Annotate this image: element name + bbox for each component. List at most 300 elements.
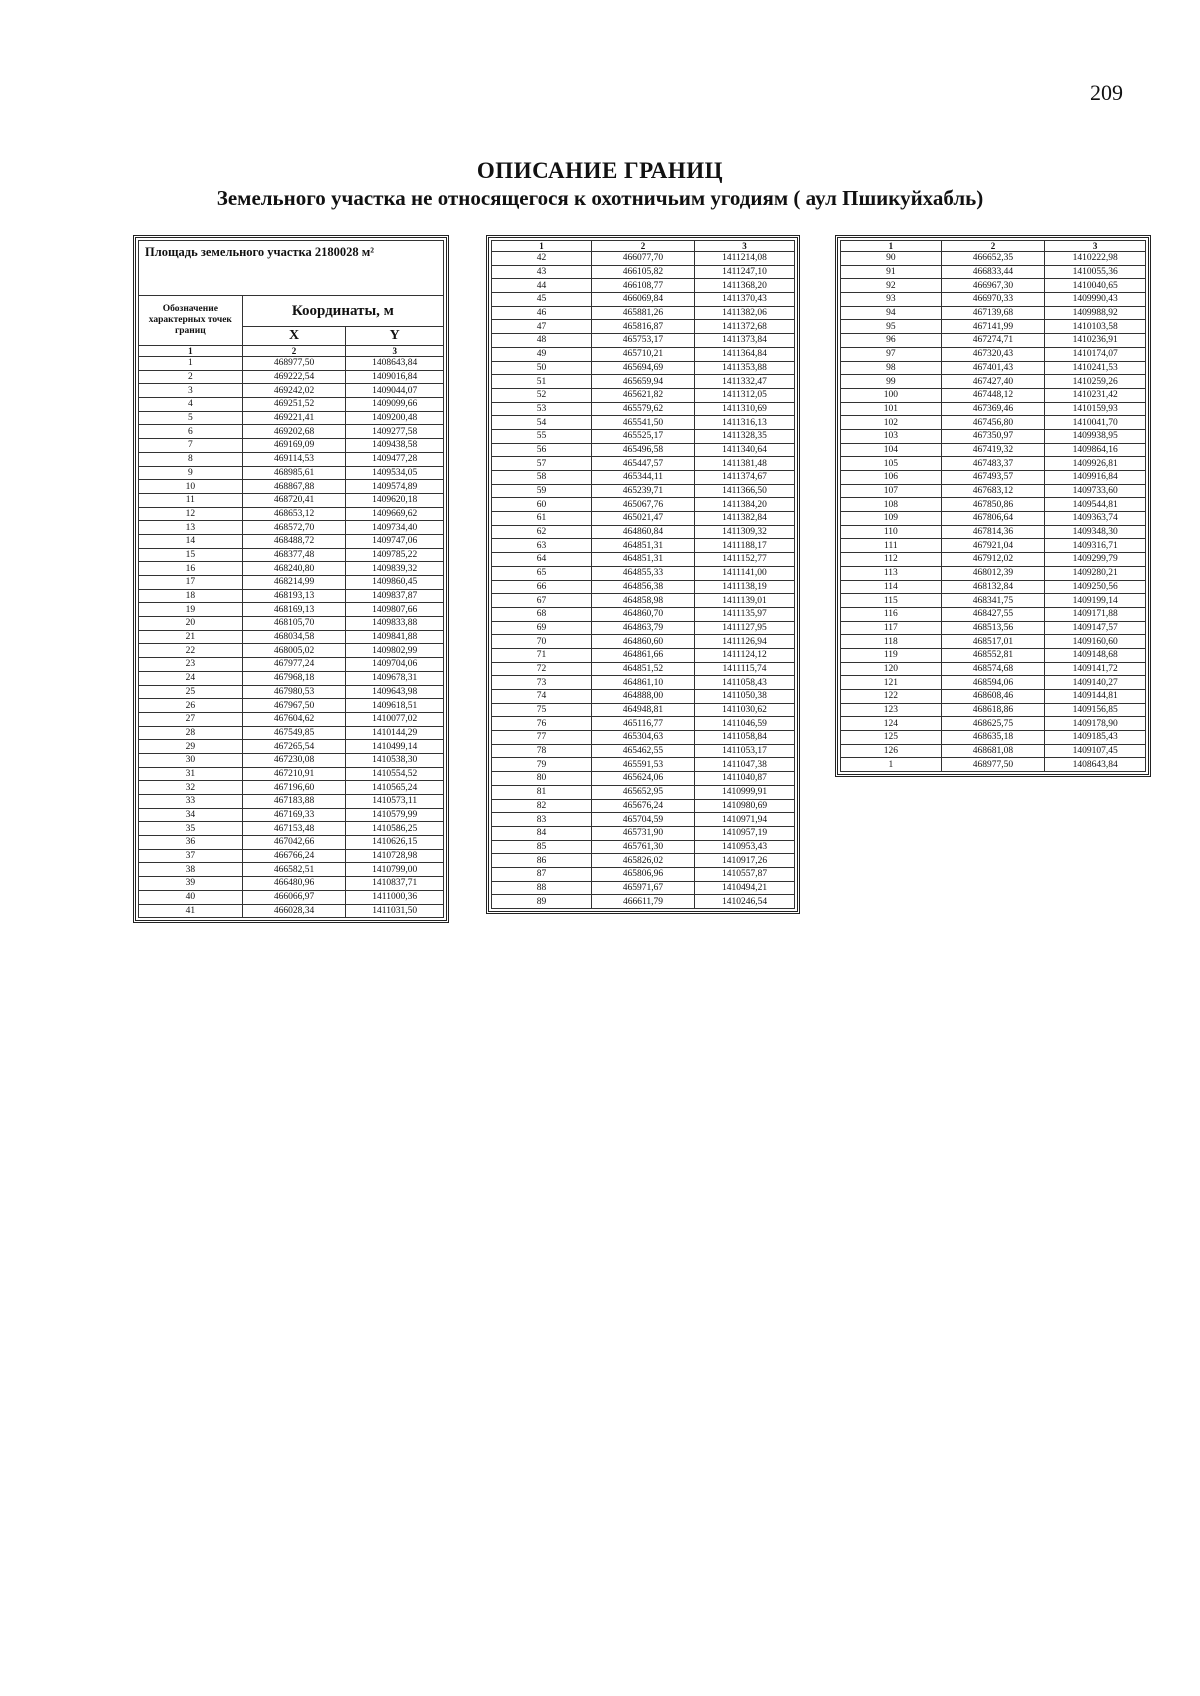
- x-coordinate-cell: 465694,69: [591, 361, 694, 375]
- point-number-cell: 8: [139, 452, 243, 466]
- x-coordinate-cell: 468488,72: [242, 534, 346, 548]
- y-coordinate-cell: 1411000,36: [346, 890, 444, 904]
- y-coordinate-cell: 1409438,58: [346, 439, 444, 453]
- table-row: [492, 731, 795, 745]
- table-row: [841, 594, 1146, 608]
- x-coordinate-cell: 468427,55: [941, 607, 1045, 621]
- table-row: [841, 553, 1146, 567]
- point-number-cell: 53: [492, 402, 592, 416]
- table-row: [841, 293, 1146, 307]
- designation-header: Обозначение характерных точек границ: [139, 296, 243, 346]
- point-number-cell: 118: [841, 635, 942, 649]
- y-coordinate-cell: 1411135,97: [695, 607, 795, 621]
- x-coordinate-cell: 468517,01: [941, 635, 1045, 649]
- y-coordinate-cell: 1410957,19: [695, 826, 795, 840]
- x-coordinate-cell: 468985,61: [242, 466, 346, 480]
- table-row: [139, 521, 444, 535]
- table-row: [492, 594, 795, 608]
- table-row: [492, 758, 795, 772]
- point-number-cell: 91: [841, 265, 942, 279]
- x-coordinate-cell: 465881,26: [591, 306, 694, 320]
- x-coordinate-cell: 466970,33: [941, 293, 1045, 307]
- table-row: [841, 347, 1146, 361]
- x-coordinate-cell: 465731,90: [591, 826, 694, 840]
- table-row: [841, 484, 1146, 498]
- x-coordinate-cell: 468681,08: [941, 744, 1045, 758]
- point-number-cell: 56: [492, 443, 592, 457]
- col-number-3: 3: [346, 346, 444, 357]
- point-number-cell: 80: [492, 772, 592, 786]
- y-coordinate-cell: 1411374,67: [695, 471, 795, 485]
- point-number-cell: 41: [139, 904, 243, 918]
- table-row: [492, 703, 795, 717]
- point-number-cell: 1: [841, 758, 942, 772]
- point-number-cell: 59: [492, 484, 592, 498]
- table-row: [139, 589, 444, 603]
- point-number-cell: 6: [139, 425, 243, 439]
- y-coordinate-cell: 1410799,00: [346, 863, 444, 877]
- x-coordinate-cell: 465462,55: [591, 744, 694, 758]
- y-coordinate-cell: 1409160,60: [1045, 635, 1146, 649]
- y-coordinate-cell: 1409620,18: [346, 493, 444, 507]
- table-row: [841, 703, 1146, 717]
- table-row: [139, 507, 444, 521]
- x-coordinate-cell: 468377,48: [242, 548, 346, 562]
- x-coordinate-cell: 465659,94: [591, 375, 694, 389]
- x-coordinate-cell: 465816,87: [591, 320, 694, 334]
- table-row: [492, 525, 795, 539]
- point-number-cell: 16: [139, 562, 243, 576]
- point-number-cell: 14: [139, 534, 243, 548]
- table-row: [841, 320, 1146, 334]
- point-number-cell: 114: [841, 580, 942, 594]
- y-coordinate-cell: 1411366,50: [695, 484, 795, 498]
- y-coordinate-cell: 1409200,48: [346, 411, 444, 425]
- y-coordinate-cell: 1409348,30: [1045, 525, 1146, 539]
- table-row: [841, 306, 1146, 320]
- point-number-cell: 37: [139, 849, 243, 863]
- table-row: [139, 357, 444, 371]
- x-coordinate-cell: 467274,71: [941, 334, 1045, 348]
- y-coordinate-cell: 1409141,72: [1045, 662, 1146, 676]
- table-row: [139, 863, 444, 877]
- table-row: [139, 712, 444, 726]
- y-coordinate-cell: 1410246,54: [695, 895, 795, 909]
- table-row: [492, 416, 795, 430]
- col-number-1: 1: [492, 241, 592, 252]
- x-coordinate-cell: 467683,12: [941, 484, 1045, 498]
- table-row: [841, 758, 1146, 772]
- x-coordinate-cell: 469169,09: [242, 439, 346, 453]
- x-coordinate-cell: 466066,97: [242, 890, 346, 904]
- point-number-cell: 107: [841, 484, 942, 498]
- point-number-cell: 21: [139, 630, 243, 644]
- document-subtitle: Земельного участка не относящегося к охотничьим угодиям ( аул Пшикуйхабль): [216, 186, 984, 210]
- point-number-cell: 60: [492, 498, 592, 512]
- y-coordinate-cell: 1411046,59: [695, 717, 795, 731]
- point-number-cell: 77: [492, 731, 592, 745]
- y-coordinate-cell: 1409785,22: [346, 548, 444, 562]
- point-number-cell: 104: [841, 443, 942, 457]
- x-coordinate-cell: 464855,33: [591, 566, 694, 580]
- point-number-cell: 78: [492, 744, 592, 758]
- y-coordinate-cell: 1411372,68: [695, 320, 795, 334]
- x-coordinate-cell: 467483,37: [941, 457, 1045, 471]
- y-coordinate-cell: 1410579,99: [346, 808, 444, 822]
- y-coordinate-cell: 1410728,98: [346, 849, 444, 863]
- x-coordinate-cell: 468653,12: [242, 507, 346, 521]
- point-number-cell: 18: [139, 589, 243, 603]
- y-coordinate-cell: 1411373,84: [695, 334, 795, 348]
- y-coordinate-cell: 1411124,12: [695, 648, 795, 662]
- table-row: [139, 534, 444, 548]
- y-coordinate-cell: 1410055,36: [1045, 265, 1146, 279]
- table-row: [139, 904, 444, 918]
- x-coordinate-cell: 465021,47: [591, 512, 694, 526]
- table-row: [841, 662, 1146, 676]
- x-coordinate-cell: 465304,63: [591, 731, 694, 745]
- table-row: [139, 576, 444, 590]
- table-row: [841, 731, 1146, 745]
- x-coordinate-cell: 467196,60: [242, 781, 346, 795]
- x-coordinate-cell: 467265,54: [242, 740, 346, 754]
- y-coordinate-cell: 1411031,50: [346, 904, 444, 918]
- y-coordinate-cell: 1409747,06: [346, 534, 444, 548]
- point-number-cell: 26: [139, 699, 243, 713]
- table-row: [492, 895, 795, 909]
- x-coordinate-cell: 464948,81: [591, 703, 694, 717]
- x-coordinate-cell: 468341,75: [941, 594, 1045, 608]
- table-row: [492, 621, 795, 635]
- point-number-cell: 92: [841, 279, 942, 293]
- point-number-cell: 85: [492, 840, 592, 854]
- y-coordinate-cell: 1410236,91: [1045, 334, 1146, 348]
- x-coordinate-cell: 467456,80: [941, 416, 1045, 430]
- x-coordinate-cell: 468594,06: [941, 676, 1045, 690]
- y-coordinate-cell: 1410241,53: [1045, 361, 1146, 375]
- y-coordinate-cell: 1410259,26: [1045, 375, 1146, 389]
- point-number-cell: 116: [841, 607, 942, 621]
- point-number-cell: 39: [139, 877, 243, 891]
- table-row: [139, 439, 444, 453]
- coordinates-table-1: [133, 235, 449, 923]
- point-number-cell: 51: [492, 375, 592, 389]
- x-coordinate-cell: 467448,12: [941, 388, 1045, 402]
- point-number-cell: 24: [139, 671, 243, 685]
- y-coordinate-cell: 1411353,88: [695, 361, 795, 375]
- point-number-cell: 111: [841, 539, 942, 553]
- x-coordinate-cell: 466582,51: [242, 863, 346, 877]
- table-row: [492, 648, 795, 662]
- table-row: [492, 717, 795, 731]
- point-number-cell: 43: [492, 265, 592, 279]
- point-number-cell: 105: [841, 457, 942, 471]
- x-coordinate-cell: 467141,99: [941, 320, 1045, 334]
- x-coordinate-cell: 467806,64: [941, 512, 1045, 526]
- point-number-cell: 49: [492, 347, 592, 361]
- y-coordinate-cell: 1410586,25: [346, 822, 444, 836]
- table-row: [139, 822, 444, 836]
- table-row: [492, 457, 795, 471]
- point-number-cell: 57: [492, 457, 592, 471]
- x-coordinate-cell: 467980,53: [242, 685, 346, 699]
- x-coordinate-cell: 467493,57: [941, 471, 1045, 485]
- y-coordinate-cell: 1408643,84: [1045, 758, 1146, 772]
- point-number-cell: 7: [139, 439, 243, 453]
- point-number-cell: 83: [492, 813, 592, 827]
- table-row: [492, 553, 795, 567]
- x-coordinate-cell: 468867,88: [242, 480, 346, 494]
- point-number-cell: 88: [492, 881, 592, 895]
- table-row: [492, 772, 795, 786]
- table-row: [139, 384, 444, 398]
- x-coordinate-cell: 464860,60: [591, 635, 694, 649]
- x-coordinate-cell: 465761,30: [591, 840, 694, 854]
- x-coordinate-cell: 465496,58: [591, 443, 694, 457]
- y-coordinate-cell: 1411058,84: [695, 731, 795, 745]
- table-row: [139, 836, 444, 850]
- table-row: [139, 890, 444, 904]
- table-row: [139, 671, 444, 685]
- x-coordinate-cell: 465591,53: [591, 758, 694, 772]
- point-number-cell: 15: [139, 548, 243, 562]
- x-coordinate-cell: 465704,59: [591, 813, 694, 827]
- y-coordinate-cell: 1410837,71: [346, 877, 444, 891]
- table-row: [139, 740, 444, 754]
- point-number-cell: 110: [841, 525, 942, 539]
- coordinates-table-3: [835, 235, 1151, 777]
- point-number-cell: 89: [492, 895, 592, 909]
- table-row: [841, 607, 1146, 621]
- x-coordinate-cell: 469251,52: [242, 398, 346, 412]
- x-coordinate-cell: 465579,62: [591, 402, 694, 416]
- y-coordinate-cell: 1409807,66: [346, 603, 444, 617]
- point-number-cell: 63: [492, 539, 592, 553]
- y-coordinate-cell: 1411247,10: [695, 265, 795, 279]
- x-coordinate-cell: 464863,79: [591, 621, 694, 635]
- x-coordinate-cell: 468572,70: [242, 521, 346, 535]
- y-coordinate-cell: 1411047,38: [695, 758, 795, 772]
- point-number-cell: 23: [139, 658, 243, 672]
- y-coordinate-cell: 1409574,89: [346, 480, 444, 494]
- y-coordinate-cell: 1411382,84: [695, 512, 795, 526]
- table-row: [841, 621, 1146, 635]
- x-coordinate-cell: 468625,75: [941, 717, 1045, 731]
- x-coordinate-cell: 466967,30: [941, 279, 1045, 293]
- table-row: [841, 416, 1146, 430]
- point-number-cell: 50: [492, 361, 592, 375]
- table-row: [841, 512, 1146, 526]
- x-coordinate-cell: 466028,34: [242, 904, 346, 918]
- y-coordinate-cell: 1410231,42: [1045, 388, 1146, 402]
- y-coordinate-cell: 1410980,69: [695, 799, 795, 813]
- point-number-cell: 27: [139, 712, 243, 726]
- point-number-cell: 20: [139, 617, 243, 631]
- y-coordinate-cell: 1410573,11: [346, 795, 444, 809]
- y-coordinate-cell: 1409864,16: [1045, 443, 1146, 457]
- point-number-cell: 123: [841, 703, 942, 717]
- y-coordinate-cell: 1410953,43: [695, 840, 795, 854]
- x-coordinate-cell: 469222,54: [242, 370, 346, 384]
- y-coordinate-cell: 1409280,21: [1045, 566, 1146, 580]
- table-row: [841, 375, 1146, 389]
- x-coordinate-cell: 467419,32: [941, 443, 1045, 457]
- y-coordinate-cell: 1408643,84: [346, 357, 444, 371]
- y-coordinate-cell: 1409147,57: [1045, 621, 1146, 635]
- table-row: [492, 443, 795, 457]
- table-row: [139, 370, 444, 384]
- x-coordinate-cell: 467921,04: [941, 539, 1045, 553]
- y-coordinate-cell: 1409185,43: [1045, 731, 1146, 745]
- point-number-cell: 47: [492, 320, 592, 334]
- y-coordinate-cell: 1409148,68: [1045, 648, 1146, 662]
- table-row: [492, 402, 795, 416]
- table-row: [139, 685, 444, 699]
- x-coordinate-cell: 465239,71: [591, 484, 694, 498]
- x-coordinate-cell: 468005,02: [242, 644, 346, 658]
- point-number-cell: 74: [492, 690, 592, 704]
- y-coordinate-cell: 1410626,15: [346, 836, 444, 850]
- table-row: [841, 429, 1146, 443]
- point-number-cell: 25: [139, 685, 243, 699]
- x-coordinate-cell: 465541,50: [591, 416, 694, 430]
- table-row: [492, 813, 795, 827]
- x-coordinate-cell: 468977,50: [941, 758, 1045, 772]
- table-row: [139, 849, 444, 863]
- table-row: [492, 306, 795, 320]
- x-coordinate-cell: 468169,13: [242, 603, 346, 617]
- y-coordinate-cell: 1409477,28: [346, 452, 444, 466]
- y-coordinate-cell: 1411368,20: [695, 279, 795, 293]
- table-row: [492, 252, 795, 266]
- point-number-cell: 125: [841, 731, 942, 745]
- y-coordinate-cell: 1410917,26: [695, 854, 795, 868]
- x-coordinate-cell: 465971,67: [591, 881, 694, 895]
- x-coordinate-cell: 469114,53: [242, 452, 346, 466]
- table-row: [492, 539, 795, 553]
- table-row: [492, 293, 795, 307]
- x-coordinate-cell: 464888,00: [591, 690, 694, 704]
- x-coordinate-cell: 467549,85: [242, 726, 346, 740]
- point-number-cell: 33: [139, 795, 243, 809]
- table-row: [841, 471, 1146, 485]
- x-coordinate-cell: 467604,62: [242, 712, 346, 726]
- x-coordinate-cell: 465067,76: [591, 498, 694, 512]
- point-number-cell: 65: [492, 566, 592, 580]
- y-coordinate-cell: 1411115,74: [695, 662, 795, 676]
- point-number-cell: 17: [139, 576, 243, 590]
- x-coordinate-cell: 465826,02: [591, 854, 694, 868]
- table-row: [139, 753, 444, 767]
- table-row: [139, 767, 444, 781]
- y-coordinate-cell: 1411364,84: [695, 347, 795, 361]
- table-row: [139, 877, 444, 891]
- x-coordinate-cell: 468240,80: [242, 562, 346, 576]
- point-number-cell: 11: [139, 493, 243, 507]
- y-coordinate-cell: 1410144,29: [346, 726, 444, 740]
- point-number-cell: 90: [841, 252, 942, 266]
- y-coordinate-cell: 1409299,79: [1045, 553, 1146, 567]
- point-number-cell: 40: [139, 890, 243, 904]
- table-row: [492, 799, 795, 813]
- col-number-2: 2: [242, 346, 346, 357]
- x-coordinate-cell: 466766,24: [242, 849, 346, 863]
- x-coordinate-cell: 468552,81: [941, 648, 1045, 662]
- x-coordinate-cell: 464851,31: [591, 553, 694, 567]
- y-coordinate-cell: 1409199,14: [1045, 594, 1146, 608]
- table-row: [492, 265, 795, 279]
- point-number-cell: 10: [139, 480, 243, 494]
- table-row: [492, 498, 795, 512]
- col-number-3: 3: [1045, 241, 1146, 252]
- x-coordinate-cell: 465652,95: [591, 785, 694, 799]
- x-coordinate-cell: 466105,82: [591, 265, 694, 279]
- point-number-cell: 5: [139, 411, 243, 425]
- y-coordinate-cell: 1411050,38: [695, 690, 795, 704]
- y-coordinate-cell: 1410174,07: [1045, 347, 1146, 361]
- table-row: [139, 644, 444, 658]
- y-coordinate-cell: 1409839,32: [346, 562, 444, 576]
- point-number-cell: 22: [139, 644, 243, 658]
- table-row: [841, 648, 1146, 662]
- point-number-cell: 94: [841, 306, 942, 320]
- point-number-cell: 109: [841, 512, 942, 526]
- x-coordinate-cell: 468105,70: [242, 617, 346, 631]
- y-coordinate-cell: 1411309,32: [695, 525, 795, 539]
- x-coordinate-cell: 467968,18: [242, 671, 346, 685]
- y-coordinate-cell: 1411139,01: [695, 594, 795, 608]
- y-coordinate-cell: 1411384,20: [695, 498, 795, 512]
- table-row: [492, 881, 795, 895]
- table-row: [139, 795, 444, 809]
- x-coordinate-cell: 469242,02: [242, 384, 346, 398]
- table-row: [841, 252, 1146, 266]
- x-coordinate-cell: 468618,86: [941, 703, 1045, 717]
- x-coordinate-cell: 468635,18: [941, 731, 1045, 745]
- table-row: [492, 785, 795, 799]
- point-number-cell: 84: [492, 826, 592, 840]
- y-coordinate-cell: 1409171,88: [1045, 607, 1146, 621]
- point-number-cell: 66: [492, 580, 592, 594]
- point-number-cell: 96: [841, 334, 942, 348]
- table-row: [841, 566, 1146, 580]
- y-coordinate-cell: 1410041,70: [1045, 416, 1146, 430]
- y-header: Y: [346, 327, 444, 346]
- point-number-cell: 108: [841, 498, 942, 512]
- point-number-cell: 97: [841, 347, 942, 361]
- table-row: [841, 539, 1146, 553]
- y-coordinate-cell: 1411370,43: [695, 293, 795, 307]
- point-number-cell: 81: [492, 785, 592, 799]
- y-coordinate-cell: 1411053,17: [695, 744, 795, 758]
- point-number-cell: 76: [492, 717, 592, 731]
- y-coordinate-cell: 1410103,58: [1045, 320, 1146, 334]
- table-row: [139, 425, 444, 439]
- y-coordinate-cell: 1409733,60: [1045, 484, 1146, 498]
- y-coordinate-cell: 1409618,51: [346, 699, 444, 713]
- col-number-1: 1: [139, 346, 243, 357]
- area-label: Площадь земельного участка 2180028 м²: [139, 241, 444, 296]
- y-coordinate-cell: 1410971,94: [695, 813, 795, 827]
- table-row: [492, 744, 795, 758]
- point-number-cell: 19: [139, 603, 243, 617]
- x-coordinate-cell: 467320,43: [941, 347, 1045, 361]
- x-coordinate-cell: 465447,57: [591, 457, 694, 471]
- table-row: [139, 603, 444, 617]
- table-row: [492, 580, 795, 594]
- point-number-cell: 68: [492, 607, 592, 621]
- coordinates-header: Координаты, м: [242, 296, 443, 327]
